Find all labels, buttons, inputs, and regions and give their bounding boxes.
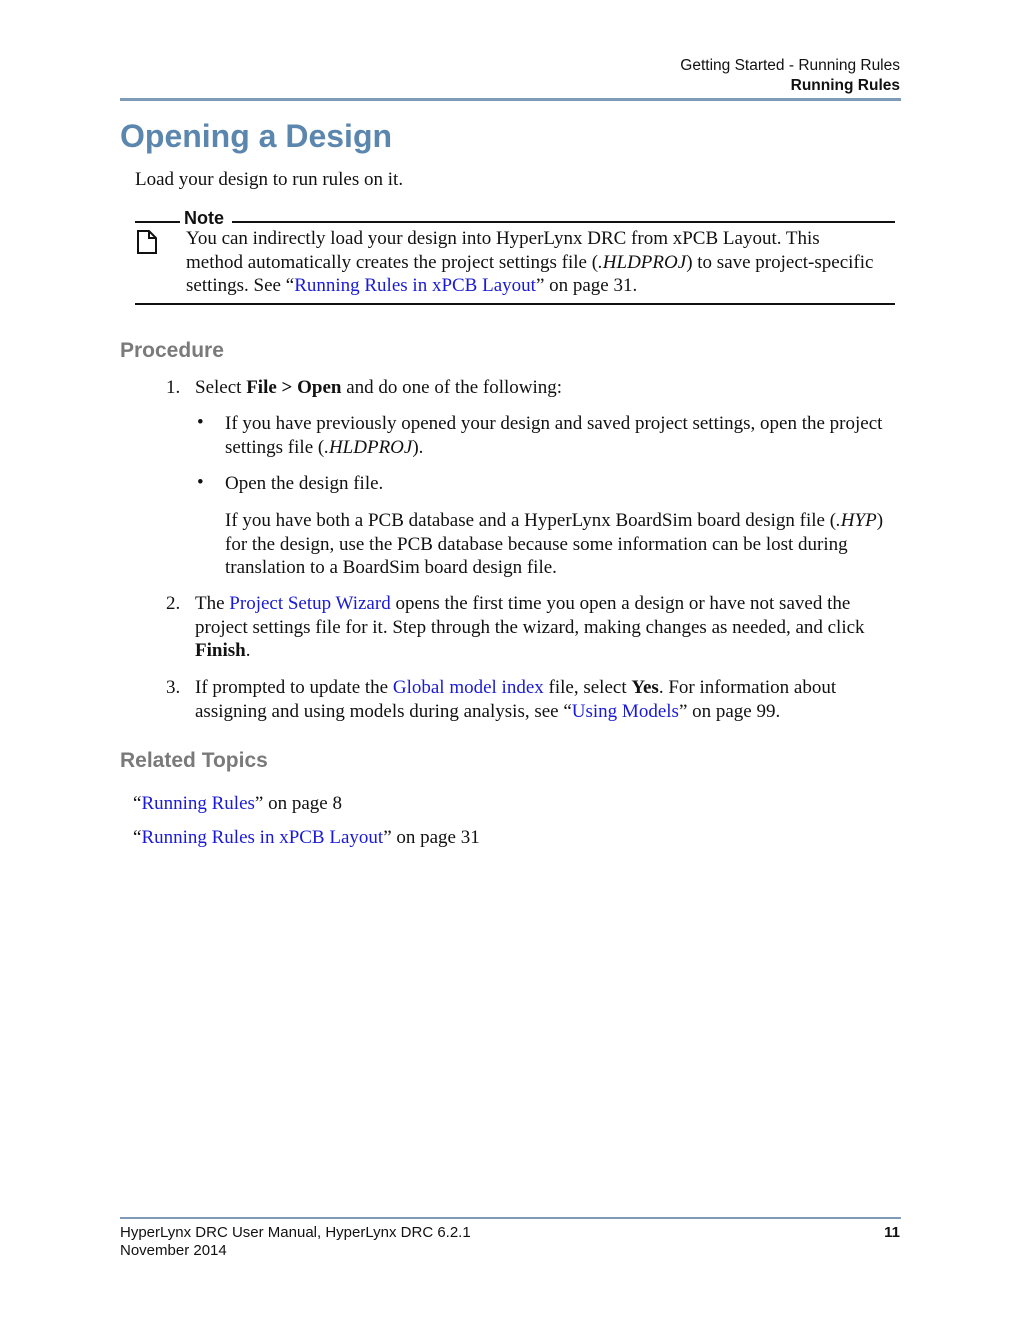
related-item [133, 826, 480, 850]
sub-para-file-ext: .HYP [836, 510, 877, 531]
note-rule-bottom [135, 303, 895, 305]
header-divider [120, 98, 901, 101]
quote-mark: “ [133, 793, 142, 814]
step-text-part: file, select [543, 677, 632, 698]
procedure-heading: Procedure [120, 339, 224, 362]
running-header [680, 56, 900, 96]
step-3-number: 3. [166, 677, 181, 698]
footer-left [120, 1224, 471, 1260]
page-number: 11 [884, 1224, 900, 1241]
step-text-part: opens the first time you open a design or have not saved the project settings file for it. Step through the wizard, making changes as needed, and click [195, 593, 865, 638]
related-topics-heading: Related Topics [120, 749, 268, 772]
bullet-dot-icon: • [197, 472, 204, 493]
sub-para-text-part: If you have both a PCB database and a HyperLynx BoardSim board design file ( [225, 510, 837, 531]
note-text [186, 227, 876, 298]
footer-date: November 2014 [120, 1242, 227, 1259]
step-1-bullet-2: Open the design file. [225, 473, 384, 494]
step-2-number: 2. [166, 593, 181, 614]
step-text-part: Select [195, 377, 247, 398]
file-open-menu-path: File > Open [246, 377, 342, 398]
note-file-ext: .HLDPROJ [598, 251, 687, 273]
step-text-part: ” on page 99. [678, 700, 781, 722]
note-text-part: ) to save project-specific settings. See “ [186, 251, 874, 296]
page-title: Opening a Design [120, 118, 393, 154]
bullet-text-part: If you have previously opened your design and saved project settings, open the project settings file ( [225, 413, 883, 458]
step-text-part: If prompted to update the [195, 677, 393, 698]
using-models-link[interactable]: Using Models [571, 700, 679, 722]
step-2-text [195, 592, 900, 663]
yes-keyword: Yes [631, 677, 659, 698]
step-1-bullet-1 [225, 412, 885, 459]
related-link-running-rules-xpcb[interactable]: Running Rules in xPCB Layout [141, 827, 384, 848]
note-label: Note [184, 208, 224, 228]
header-chapter: Getting Started - Running Rules [680, 57, 900, 74]
step-3-text [195, 676, 895, 723]
note-text-part: You can indirectly load your design into HyperLynx DRC from xPCB Layout. This method automatically creates the project settings file ( [186, 228, 820, 273]
footer-divider [120, 1217, 901, 1219]
footer-manual-title: HyperLynx DRC User Manual, HyperLynx DRC 6.2.1 [120, 1224, 471, 1241]
step-1-number: 1. [166, 377, 181, 398]
related-page-ref: ” on page 8 [254, 793, 342, 814]
note-link-running-rules-xpcb[interactable]: Running Rules in xPCB Layout [294, 275, 536, 296]
related-item [133, 792, 342, 816]
step-1-text [195, 376, 895, 400]
note-rule-left [135, 221, 180, 223]
step-1-sub-paragraph [225, 509, 893, 580]
intro-paragraph: Load your design to run rules on it. [135, 169, 404, 190]
bullet-text-part: ). [412, 436, 424, 458]
bullet-file-ext: .HLDPROJ [324, 436, 413, 458]
note-rule-top [232, 221, 895, 223]
finish-keyword: Finish [195, 640, 246, 661]
project-setup-wizard-link[interactable]: Project Setup Wizard [229, 593, 391, 614]
related-page-ref: ” on page 31 [383, 827, 480, 848]
step-text-part: . For information about assigning and using models during analysis, see “ [195, 677, 837, 722]
step-text-part: . [245, 640, 251, 661]
sub-para-text-part: ) for the design, use the PCB database because some information can be lost during translation to a BoardSim board design file. [225, 510, 884, 578]
related-link-running-rules[interactable]: Running Rules [141, 793, 255, 814]
step-text-part: The [195, 593, 230, 614]
global-model-index-link[interactable]: Global model index [392, 677, 544, 698]
step-text-part: and do one of the following: [341, 377, 563, 398]
bullet-dot-icon: • [197, 412, 204, 433]
note-text-part: ” on page 31. [535, 275, 638, 296]
header-section: Running Rules [790, 77, 900, 94]
quote-mark: “ [133, 827, 142, 848]
note-page-icon [136, 229, 158, 255]
